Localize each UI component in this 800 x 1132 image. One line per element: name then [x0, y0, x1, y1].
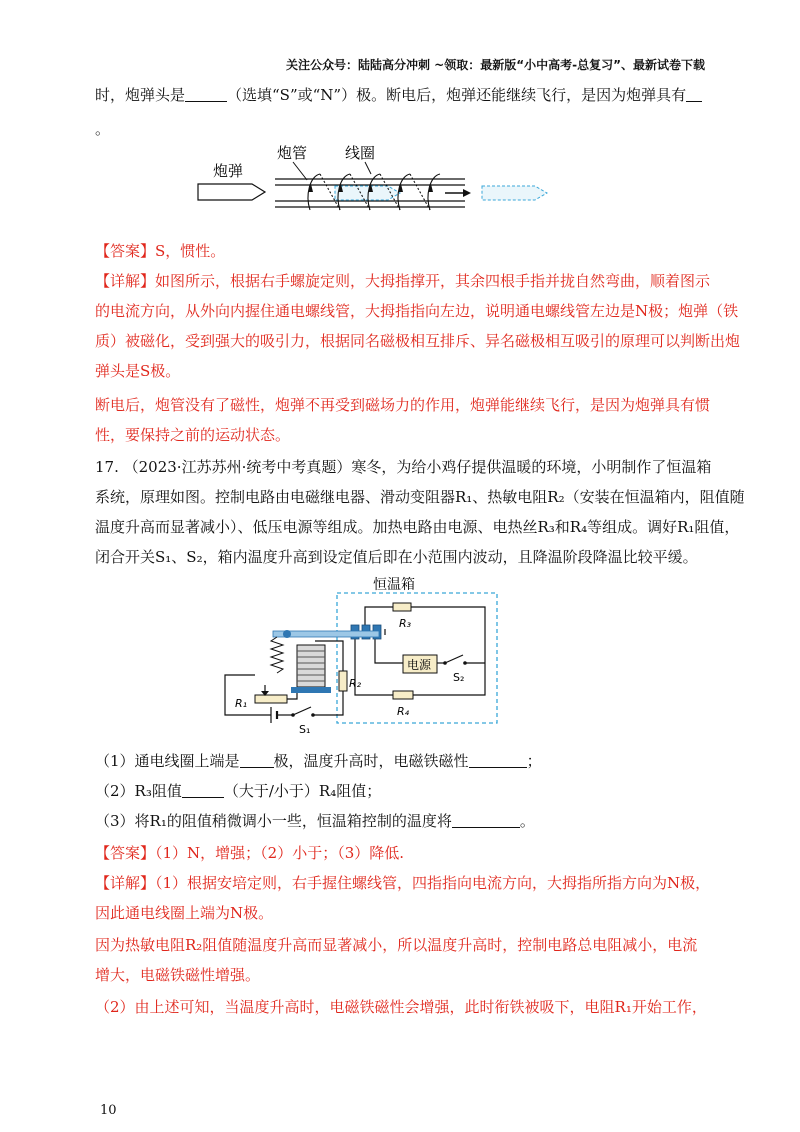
- fig2-switch-s1: [293, 707, 311, 715]
- q17-sub1-c: ；: [526, 752, 542, 770]
- fig2-r2: [339, 671, 347, 691]
- q16-detail-line: 质）被磁化，受到强大的吸引力，根据同名磁极相互排斥、异名磁极相互吸引的原理可以判断出炮: [95, 332, 741, 350]
- q17-blank-temperature: [452, 813, 520, 828]
- q17-sub2: [95, 780, 381, 802]
- q17-sub1-b: 极，温度升高时，电磁铁磁性: [273, 752, 469, 770]
- q17-stem-line: 系统，原理如图。控制电路由电磁继电器、滑动变阻器R₁、热敏电阻R₂（安装在恒温箱内，阻值随: [95, 488, 745, 506]
- fig2-label-box: 恒温箱: [373, 577, 415, 593]
- fig1-shell-outside: [482, 186, 547, 200]
- q16-blank-property: [686, 87, 702, 102]
- q17-sub3-b: 。: [519, 812, 535, 830]
- q17-blank-compare: [182, 783, 224, 798]
- fig2-base: [291, 687, 331, 693]
- fig2-label-r3: R₃: [399, 617, 412, 630]
- fig2-label-r2: R₂: [349, 677, 362, 690]
- fig1-label-shell: 炮弹: [213, 162, 244, 180]
- page-header: 关注公众号：陆陆高分冲刺 ~领取：最新版“小中高考-总复习”、最新试卷下载: [286, 58, 705, 72]
- fig2-switch-s2: [445, 655, 463, 663]
- fig1-coil-leader: [365, 162, 371, 174]
- q17-answer: 【答案】（1）N，增强；（2）小于；（3）降低.: [95, 844, 405, 862]
- q16-line1-b: （选填“S”或“N”）极。断电后，炮弹还能继续飞行，是因为炮弹具有: [227, 86, 687, 104]
- q16-detail-line: 断电后，炮管没有了磁性，炮弹不再受到磁场力的作用，炮弹能继续飞行，是因为炮弹具有惯: [95, 396, 711, 414]
- q16-line2: 。: [95, 120, 111, 138]
- q17-figure-circuit: [215, 575, 505, 740]
- q17-sub2-a: （2）R₃阻值: [95, 782, 182, 800]
- q17-sub3: [95, 810, 535, 832]
- q17-detail-line: 因此通电线圈上端为N极。: [95, 904, 274, 922]
- fig2-label-s2: S₂: [453, 671, 465, 684]
- q16-answer: 【答案】S，惯性。: [95, 242, 226, 260]
- q17-detail-line: 【详解】（1）根据安培定则，右手握住螺线管，四指指向电流方向，大拇指所指方向为N极，: [95, 874, 711, 892]
- fig1-shell: [198, 184, 265, 200]
- fig1-label-coil: 线圈: [345, 144, 376, 162]
- fig2-label-power: 电源: [407, 658, 432, 672]
- q17-sub2-b: （大于/小于）R₄阻值；: [223, 782, 382, 800]
- q17-stem-line: 17. （2023·江苏苏州·统考中考真题）寒冬，为给小鸡仔提供温暖的环境，小明制作了恒温箱: [95, 458, 712, 476]
- q17-detail-line: 因为热敏电阻R₂阻值随温度升高而显著减小，所以温度升高时，控制电路总电阻减小，电流: [95, 936, 698, 954]
- q17-blank-magnetism: [469, 753, 527, 768]
- q16-detail-line: 【详解】如图所示，根据右手螺旋定则，大拇指撑开，其余四根手指并拢自然弯曲，顺着图示: [95, 272, 711, 290]
- q17-detail-line: （2）由上述可知，当温度升高时，电磁铁磁性会增强，此时衔铁被吸下，电阻R₁开始工作，: [95, 998, 707, 1016]
- q17-blank-pole: [240, 753, 274, 768]
- q17-stem-line: 温度升高而显著减小）、低压电源等组成。加热电路由电源、电热丝R₃和R₄等组成。调好R₁阻值，: [95, 518, 740, 536]
- q17-detail-line: 增大，电磁铁磁性增强。: [95, 966, 261, 984]
- q16-detail-line: 性，要保持之前的运动状态。: [95, 426, 291, 444]
- q16-detail-line: 的电流方向，从外向内握住通电螺线管，大拇指指向左边，说明通电螺线管左边是N极；炮弹（铁: [95, 302, 739, 320]
- fig2-label-r1: R₁: [235, 697, 248, 710]
- fig1-barrel-leader: [293, 162, 307, 180]
- fig2-r3: [393, 603, 411, 611]
- q17-sub1: [95, 750, 542, 772]
- fig2-pivot: [283, 630, 291, 638]
- q17-sub1-a: （1）通电线圈上端是: [95, 752, 240, 770]
- fig2-r4: [393, 691, 413, 699]
- fig2-label-s1: S₁: [299, 723, 311, 736]
- fig2-label-r4: R₄: [397, 705, 410, 718]
- fig1-label-barrel: 炮管: [277, 144, 308, 162]
- fig2-r1-rheostat: [255, 695, 287, 703]
- q16-line1-a: 时，炮弹头是: [95, 86, 186, 104]
- fig2-spring: [271, 637, 283, 673]
- q16-blank-pole: [185, 87, 227, 102]
- q17-sub3-a: （3）将R₁的阻值稍微调小一些，恒温箱控制的温度将: [95, 812, 452, 830]
- q16-detail-line: 弹头是S极。: [95, 362, 181, 380]
- q16-line1: [95, 84, 702, 106]
- page-number: 10: [100, 1103, 117, 1118]
- q17-stem-line: 闭合开关S₁、S₂，箱内温度升高到设定值后即在小范围内波动，且降温阶段降温比较平缓。: [95, 548, 698, 566]
- q16-figure-coilgun: [195, 140, 565, 220]
